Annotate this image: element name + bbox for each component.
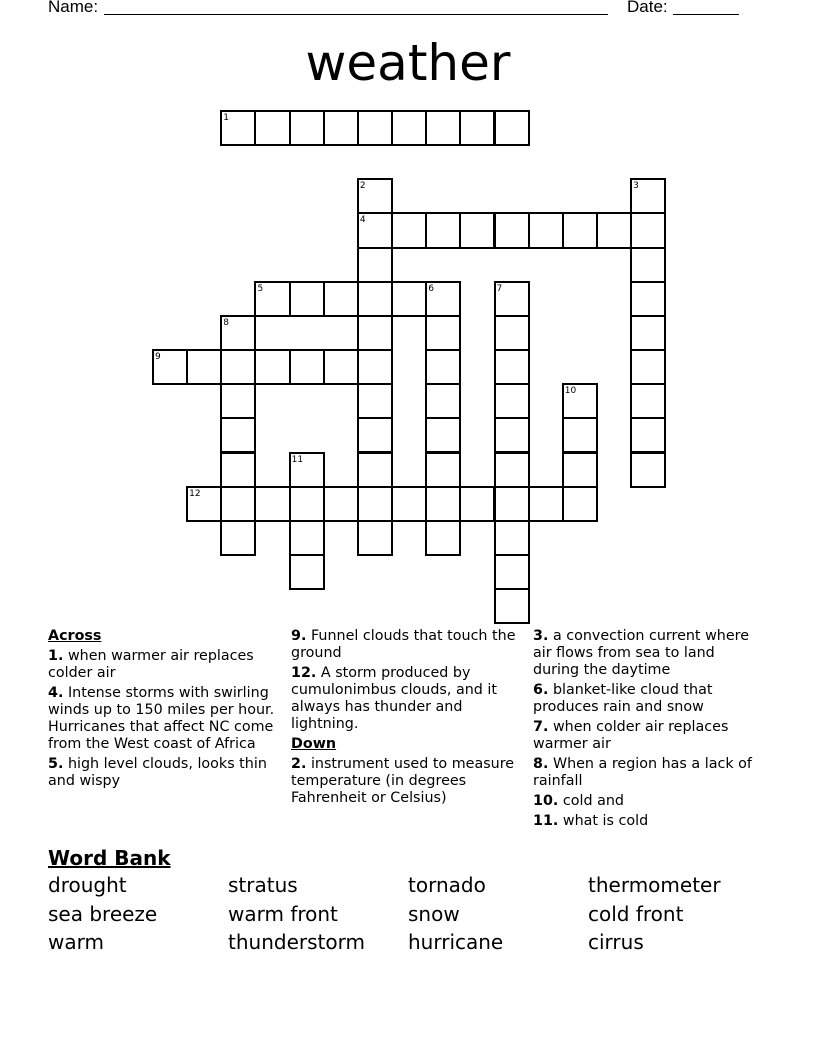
across-heading: Across	[48, 628, 102, 644]
grid-cell[interactable]	[494, 520, 530, 556]
clue-across-4: 4. Intense storms with swirling winds up to 150 miles per hour. Hurricanes that affect NC come from the West coast of Africa	[48, 685, 275, 752]
grid-cell[interactable]	[425, 110, 461, 146]
grid-cell[interactable]	[425, 212, 461, 248]
clue-number: 1	[223, 113, 230, 123]
clue-column-1	[48, 628, 278, 793]
clue-down-10: 10. cold and	[533, 793, 624, 809]
grid-cell[interactable]	[494, 486, 530, 522]
word-bank-item: cold front	[588, 901, 684, 926]
date-label: Date:	[627, 0, 668, 16]
grid-cell[interactable]	[357, 281, 393, 317]
grid-cell[interactable]	[186, 349, 222, 385]
word-bank-item: hurricane	[408, 930, 504, 954]
grid-cell[interactable]	[459, 212, 495, 248]
grid-cell[interactable]	[630, 315, 666, 351]
grid-cell[interactable]	[220, 452, 256, 488]
grid-cell[interactable]	[494, 383, 530, 419]
clue-down-6: 6. blanket-like cloud that produces rain and snow	[533, 682, 713, 715]
grid-cell[interactable]	[323, 349, 359, 385]
grid-cell[interactable]	[630, 349, 666, 385]
word-bank-item: warm	[48, 930, 104, 954]
grid-cell[interactable]	[562, 212, 598, 248]
grid-cell[interactable]	[357, 417, 393, 453]
grid-cell[interactable]	[289, 110, 325, 146]
grid-cell[interactable]	[528, 486, 564, 522]
grid-cell[interactable]	[494, 588, 530, 624]
grid-cell[interactable]	[494, 452, 530, 488]
clue-down-8: 8. When a region has a lack of rainfall	[533, 756, 752, 789]
clue-number: 8	[223, 317, 230, 328]
grid-cell[interactable]	[494, 212, 530, 248]
clue-across-12: 12. A storm produced by cumulonimbus clouds, and it always has thunder and lightning.	[291, 665, 497, 732]
clue-number: 10	[564, 386, 577, 397]
grid-cell[interactable]	[630, 212, 666, 248]
grid-cell[interactable]	[357, 110, 393, 146]
page-title: weather	[305, 34, 511, 92]
grid-cell[interactable]	[220, 417, 256, 453]
word-bank-item: snow	[408, 901, 460, 926]
grid-cell[interactable]	[425, 417, 461, 453]
grid-cell[interactable]	[220, 349, 256, 385]
grid-cell[interactable]	[391, 486, 427, 522]
grid-cell[interactable]	[357, 520, 393, 556]
grid-cell[interactable]	[630, 281, 666, 317]
grid-cell[interactable]	[289, 349, 325, 385]
grid-cell[interactable]	[357, 383, 393, 419]
grid-cell[interactable]	[494, 315, 530, 351]
grid-cell[interactable]	[494, 110, 530, 146]
grid-cell[interactable]	[562, 452, 598, 488]
grid-cell[interactable]	[323, 110, 359, 146]
clue-across-5: 5. high level clouds, looks thin and wispy	[48, 756, 267, 789]
clue-number: 9	[155, 352, 161, 363]
clue-number: 11	[291, 454, 304, 465]
clue-down-7: 7. when colder air replaces warmer air	[533, 719, 729, 752]
grid-cell[interactable]	[630, 247, 666, 283]
grid-cell[interactable]	[562, 486, 598, 522]
grid-cell[interactable]	[289, 520, 325, 556]
grid-cell[interactable]	[391, 110, 427, 146]
grid-cell[interactable]	[425, 349, 461, 385]
grid-cell[interactable]	[323, 486, 359, 522]
clue-down-2: 2. instrument used to measure temperature (in degrees Fahrenheit or Celsius)	[291, 756, 515, 806]
grid-cell[interactable]	[357, 315, 393, 351]
clue-number: 5	[257, 283, 264, 294]
grid-cell[interactable]	[357, 247, 393, 283]
clue-number: 7	[496, 283, 503, 294]
grid-cell[interactable]	[289, 281, 325, 317]
word-bank-item: tornado	[408, 873, 486, 897]
grid-cell[interactable]	[528, 212, 564, 248]
name-label: Name:	[48, 0, 99, 16]
grid-cell[interactable]	[562, 417, 598, 453]
clue-column-2	[291, 628, 523, 810]
grid-cell[interactable]	[254, 110, 290, 146]
grid-cell[interactable]	[254, 486, 290, 522]
clue-across-1: 1. when warmer air replaces colder air	[48, 648, 254, 681]
grid-cell[interactable]	[357, 349, 393, 385]
clue-number: 6	[428, 283, 434, 294]
word-bank-list	[48, 871, 768, 957]
grid-cell[interactable]	[220, 383, 256, 419]
grid-cell[interactable]	[289, 486, 325, 522]
grid-cell[interactable]	[357, 486, 393, 522]
grid-cell[interactable]	[220, 486, 256, 522]
clue-number: 4	[359, 215, 366, 226]
grid-cell[interactable]	[425, 383, 461, 419]
grid-cell[interactable]	[254, 349, 290, 385]
grid-cell[interactable]	[425, 486, 461, 522]
word-bank-item: drought	[48, 873, 127, 897]
grid-cell[interactable]	[289, 554, 325, 590]
word-bank-item: stratus	[228, 873, 298, 897]
grid-cell[interactable]	[596, 212, 632, 248]
grid-cell[interactable]	[630, 383, 666, 419]
word-bank-item: thunderstorm	[228, 930, 365, 954]
word-bank-item: warm front	[228, 901, 338, 926]
clue-across-9: 9. Funnel clouds that touch the ground	[291, 628, 516, 661]
clue-down-11: 11. what is cold	[533, 813, 649, 829]
word-bank-item: thermometer	[588, 873, 721, 897]
word-bank	[48, 845, 768, 957]
grid-cell[interactable]	[459, 486, 495, 522]
grid-cell[interactable]	[630, 417, 666, 453]
clue-number: 2	[359, 181, 366, 192]
grid-cell[interactable]	[459, 110, 495, 146]
grid-cell[interactable]	[391, 281, 427, 317]
down-heading: Down	[291, 736, 337, 752]
grid-cell[interactable]	[494, 554, 530, 590]
word-bank-item: cirrus	[588, 930, 644, 954]
clue-number: 3	[633, 181, 639, 192]
clue-number: 12	[189, 488, 201, 499]
grid-cell[interactable]	[425, 452, 461, 488]
grid-cell[interactable]	[425, 315, 461, 351]
grid-cell[interactable]	[630, 452, 666, 488]
word-bank-title: Word Bank	[48, 846, 171, 870]
grid-cell[interactable]	[323, 281, 359, 317]
clue-down-3: 3. a convection current where air flows from sea to land during the daytime	[533, 628, 749, 678]
word-bank-item: sea breeze	[48, 901, 158, 926]
grid-cell[interactable]	[391, 212, 427, 248]
grid-cell[interactable]	[425, 520, 461, 556]
grid-cell[interactable]	[220, 520, 256, 556]
grid-cell[interactable]	[357, 452, 393, 488]
grid-cell[interactable]	[494, 349, 530, 385]
clue-column-3	[533, 628, 765, 833]
grid-cell[interactable]	[494, 417, 530, 453]
